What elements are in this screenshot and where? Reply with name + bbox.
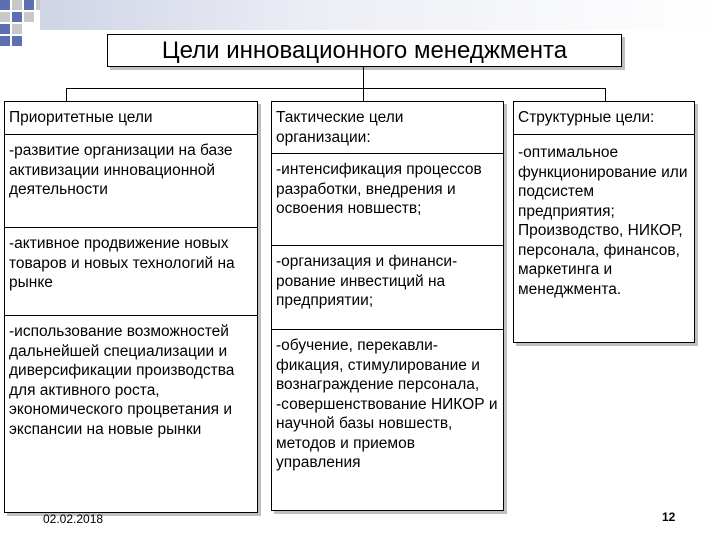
- top-gradient-bar: [40, 0, 720, 30]
- priority-goal-item: -развитие организации на базе активизации инновационной деятельности: [9, 142, 233, 198]
- diagram-title-box: [107, 34, 622, 67]
- deco-square: [12, 12, 22, 22]
- tactical-goal-item: -организация и финанси-рование инвестиций на предприятии;: [276, 253, 458, 309]
- divider: [5, 315, 257, 316]
- diagram-title: Цели инновационного менеджмента: [161, 36, 568, 64]
- deco-square: [12, 24, 22, 34]
- structural-goal-item: -оптимальное функционирование или подсистем предприятия; Производство, НИКОР, персонала, финансов, маркетинга и менеджмента.: [518, 144, 688, 298]
- deco-square: [24, 12, 34, 22]
- tactical-goals-header: Тактические цели организации:: [276, 109, 404, 146]
- deco-square: [0, 24, 10, 34]
- divider: [5, 134, 257, 135]
- deco-square: [0, 0, 10, 10]
- tactical-goals-box: [271, 101, 504, 511]
- divider: [272, 153, 503, 154]
- deco-square: [0, 12, 10, 22]
- deco-square: [24, 0, 34, 10]
- deco-square: [0, 36, 10, 46]
- deco-square: [12, 36, 22, 46]
- divider: [514, 134, 694, 135]
- priority-goals-box: [4, 101, 258, 513]
- slide-number: 12: [662, 510, 676, 524]
- tactical-goal-item: -интенсификация процессов разработки, внедрения и освоения новшеств;: [276, 161, 482, 217]
- footer-date: 02.02.2018: [43, 512, 104, 526]
- deco-square: [12, 0, 22, 10]
- priority-goal-item: -использование возможностей дальнейшей специализации и диверсификации производства для активного роста, экономического процветания и экспансии на новые рынки: [9, 323, 235, 438]
- connector-left: [66, 88, 67, 101]
- connector-horizontal: [66, 88, 606, 89]
- connector-middle: [363, 88, 364, 101]
- structural-goals-box: [513, 101, 695, 343]
- divider: [5, 227, 257, 228]
- tactical-goal-item: -обучение, перекавли-фикация, стимулирование и вознаграждение персонала, -совершенствование НИКОР и научной базы новшеств, методов и приемов управления: [276, 337, 498, 471]
- connector-vertical-main: [363, 67, 364, 88]
- divider: [272, 245, 503, 246]
- connector-right: [605, 88, 606, 101]
- priority-goal-item: -активное продвижение новых товаров и новых технологий на рынке: [9, 235, 235, 291]
- structural-goals-header: Структурные цели:: [518, 109, 655, 126]
- divider: [272, 329, 503, 330]
- priority-goals-header: Приоритетные цели: [9, 109, 153, 126]
